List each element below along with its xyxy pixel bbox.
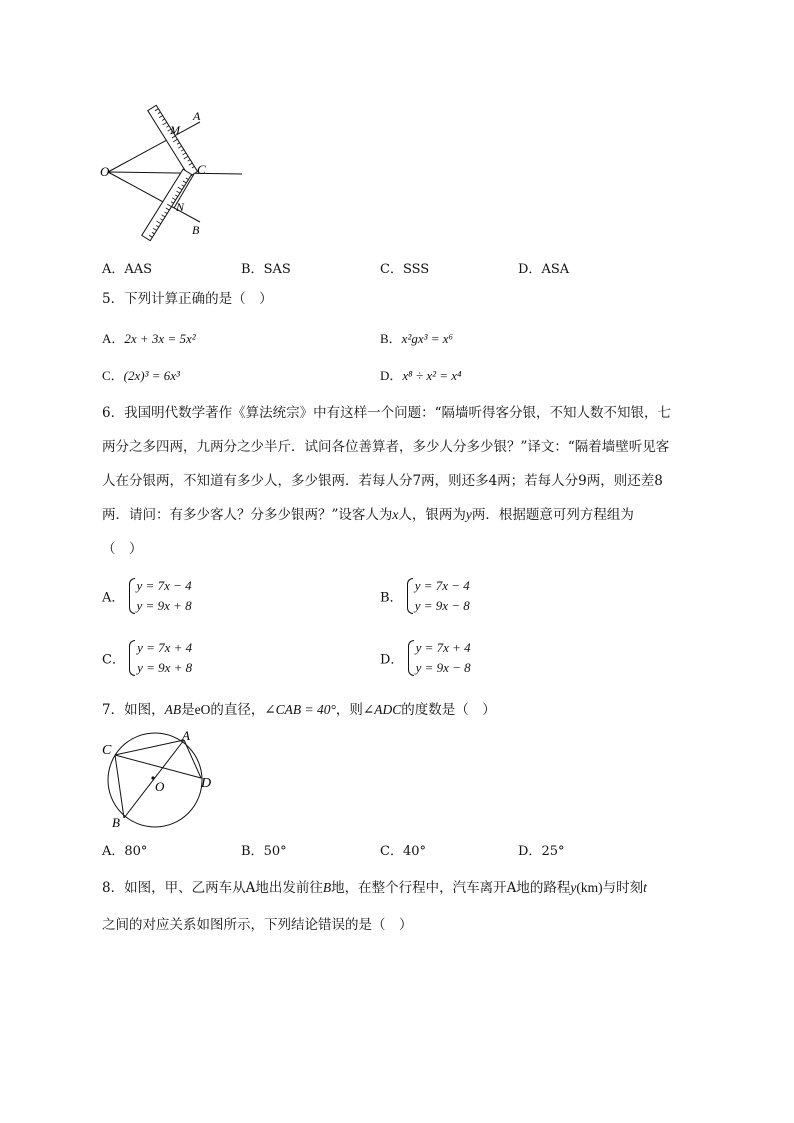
q6-option-c-eq2: y = 9x + 8 <box>137 660 193 675</box>
segment-CB <box>115 755 124 818</box>
q8-y: y <box>570 880 577 895</box>
q5-option-a[interactable] <box>102 328 196 347</box>
lower-ruler <box>142 169 192 240</box>
q7-p2: 是 <box>181 702 195 718</box>
q6-line-3: 人在分银两，不知道有多少人，多少银两．若每人分7两，则还多4两；若每人分9两，则还差8 <box>102 473 663 489</box>
q8-line-1 <box>102 872 702 904</box>
q6-option-a-letter: A． <box>102 590 125 606</box>
q7-angle2: ∠ADC <box>362 702 402 717</box>
q6-option-c[interactable] <box>102 638 192 678</box>
q4-option-b-letter: B． <box>241 262 264 277</box>
label-O: O <box>100 164 110 179</box>
q6-option-b-eq2: y = 9x − 8 <box>414 598 470 613</box>
q4-option-b[interactable] <box>241 258 291 277</box>
q4-option-a-text: AAS <box>124 262 153 277</box>
q6-option-a[interactable] <box>102 576 192 616</box>
q6-option-b-letter: B． <box>380 590 403 606</box>
q5-option-a-letter: A． <box>102 331 125 346</box>
q6-var-x: x <box>392 507 399 522</box>
upper-ruler <box>148 105 198 176</box>
q4-option-d-letter: D． <box>518 262 542 277</box>
q6-option-d-letter: D． <box>380 652 404 668</box>
q4-option-c-text: SSS <box>402 262 430 277</box>
label-A: A <box>193 109 201 123</box>
q8-p1: 8．如图，甲、乙两车从A地出发前往 <box>102 880 323 896</box>
q5-option-b-letter: B． <box>380 331 402 346</box>
q6-line-4 <box>102 499 702 531</box>
q7-p4: ，则 <box>335 702 363 718</box>
q5-option-b-text: x²gx³ = x⁶ <box>401 331 454 346</box>
q7-stem <box>102 694 702 726</box>
q4-option-a-letter: A． <box>102 262 125 277</box>
q6-option-b-eq1: y = 7x − 4 <box>414 578 470 593</box>
q6-paren: （ ） <box>102 541 143 557</box>
q6-var-y: y <box>465 507 472 522</box>
q7-option-b-text: 50° <box>263 844 287 859</box>
q5-option-d-letter: D． <box>380 368 403 383</box>
label-C: C <box>197 162 206 177</box>
q4-figure <box>96 100 256 245</box>
q5-option-b[interactable] <box>380 328 453 347</box>
label-C: C <box>102 743 112 758</box>
q8-line-2: 之间的对应关系如图所示，下列结论错误的是（ ） <box>102 917 413 933</box>
q7-option-a[interactable] <box>102 840 147 859</box>
q4-option-c-letter: C． <box>380 262 403 277</box>
q7-p1: 7．如图， <box>102 702 165 718</box>
q6-line-4a: 两．请问：有多少客人？分多少银两？”设客人为 <box>102 507 393 523</box>
ray-OC <box>108 172 242 174</box>
label-A: A <box>182 728 190 743</box>
q7-option-d-letter: D． <box>518 844 542 859</box>
q8-p3: 与时刻 <box>602 880 644 896</box>
q4-option-a[interactable] <box>102 258 152 277</box>
q7-option-d[interactable] <box>518 840 564 859</box>
q6-option-c-letter: C． <box>102 652 125 668</box>
q5-option-c[interactable] <box>102 365 180 384</box>
q4-option-b-text: SAS <box>263 262 291 277</box>
q6-line-4b: 人，银两为 <box>398 507 466 523</box>
q8-b: B <box>322 880 332 895</box>
q8-t: t <box>643 880 647 895</box>
segment-AD <box>184 740 201 778</box>
q5-option-c-letter: C． <box>102 368 124 383</box>
q7-p5: 的度数是（ ） <box>401 702 496 718</box>
q6-option-d[interactable] <box>380 638 471 678</box>
q7-option-d-text: 25° <box>541 844 565 859</box>
q6-option-b[interactable] <box>380 576 470 616</box>
label-O: O <box>155 779 165 794</box>
q4-option-d[interactable] <box>518 258 569 277</box>
q5-option-d[interactable] <box>380 365 462 384</box>
q4-option-d-text: ASA <box>541 262 570 277</box>
q8-unit: (km) <box>576 880 603 895</box>
q6-line-1: 6．我国明代数学著作《算法统宗》中有这样一个问题：“隔墙听得客分银，不知人数不知银，七 <box>102 405 671 421</box>
q7-option-b-letter: B． <box>241 844 264 859</box>
q7-option-b[interactable] <box>241 840 287 859</box>
q6-option-d-system <box>408 638 471 678</box>
q7-p3: 的直径， <box>210 702 265 718</box>
label-N: N <box>176 200 185 214</box>
q6-option-b-system <box>407 576 470 616</box>
q6-option-d-eq2: y = 9x − 8 <box>415 660 471 675</box>
q7-option-c-letter: C． <box>380 844 403 859</box>
q7-option-a-text: 80° <box>124 844 148 859</box>
q7-angle1: ∠CAB = 40° <box>264 702 336 717</box>
q8-p2: 地，在整个行程中，汽车离开A地的路程 <box>331 880 571 896</box>
q5-stem: 5．下列计算正确的是（ ） <box>102 291 273 307</box>
q6-option-c-eq1: y = 7x + 4 <box>137 640 193 655</box>
q6-option-c-system <box>129 638 192 678</box>
q5-option-a-text: 2x + 3x = 5x² <box>124 331 196 346</box>
q6-option-a-eq2: y = 9x + 8 <box>136 598 192 613</box>
q7-ab: AB <box>164 702 182 717</box>
label-M: M <box>170 123 180 137</box>
label-B: B <box>112 815 120 830</box>
q7-circ: eO <box>194 702 211 717</box>
q5-option-c-text: (2x)³ = 6x³ <box>123 368 180 383</box>
q7-option-c-text: 40° <box>402 844 426 859</box>
q6-line-4c: 两．根据题意可列方程组为 <box>471 507 634 523</box>
q7-option-a-letter: A． <box>102 844 125 859</box>
q6-line-2: 两分之多四两，九两分之少半斤．试问各位善算者，多少人分多少银？”译文：“隔着墙壁听见客 <box>102 439 670 455</box>
q7-option-c[interactable] <box>380 840 426 859</box>
q6-option-d-eq1: y = 7x + 4 <box>415 640 471 655</box>
label-B: B <box>192 223 200 237</box>
q7-figure <box>98 728 228 830</box>
q6-option-a-eq1: y = 7x − 4 <box>136 578 192 593</box>
label-D: D <box>201 776 212 791</box>
q6-option-a-system <box>129 576 192 616</box>
q4-option-c[interactable] <box>380 258 429 277</box>
q5-option-d-text: x⁸ ÷ x² = x⁴ <box>402 368 462 383</box>
